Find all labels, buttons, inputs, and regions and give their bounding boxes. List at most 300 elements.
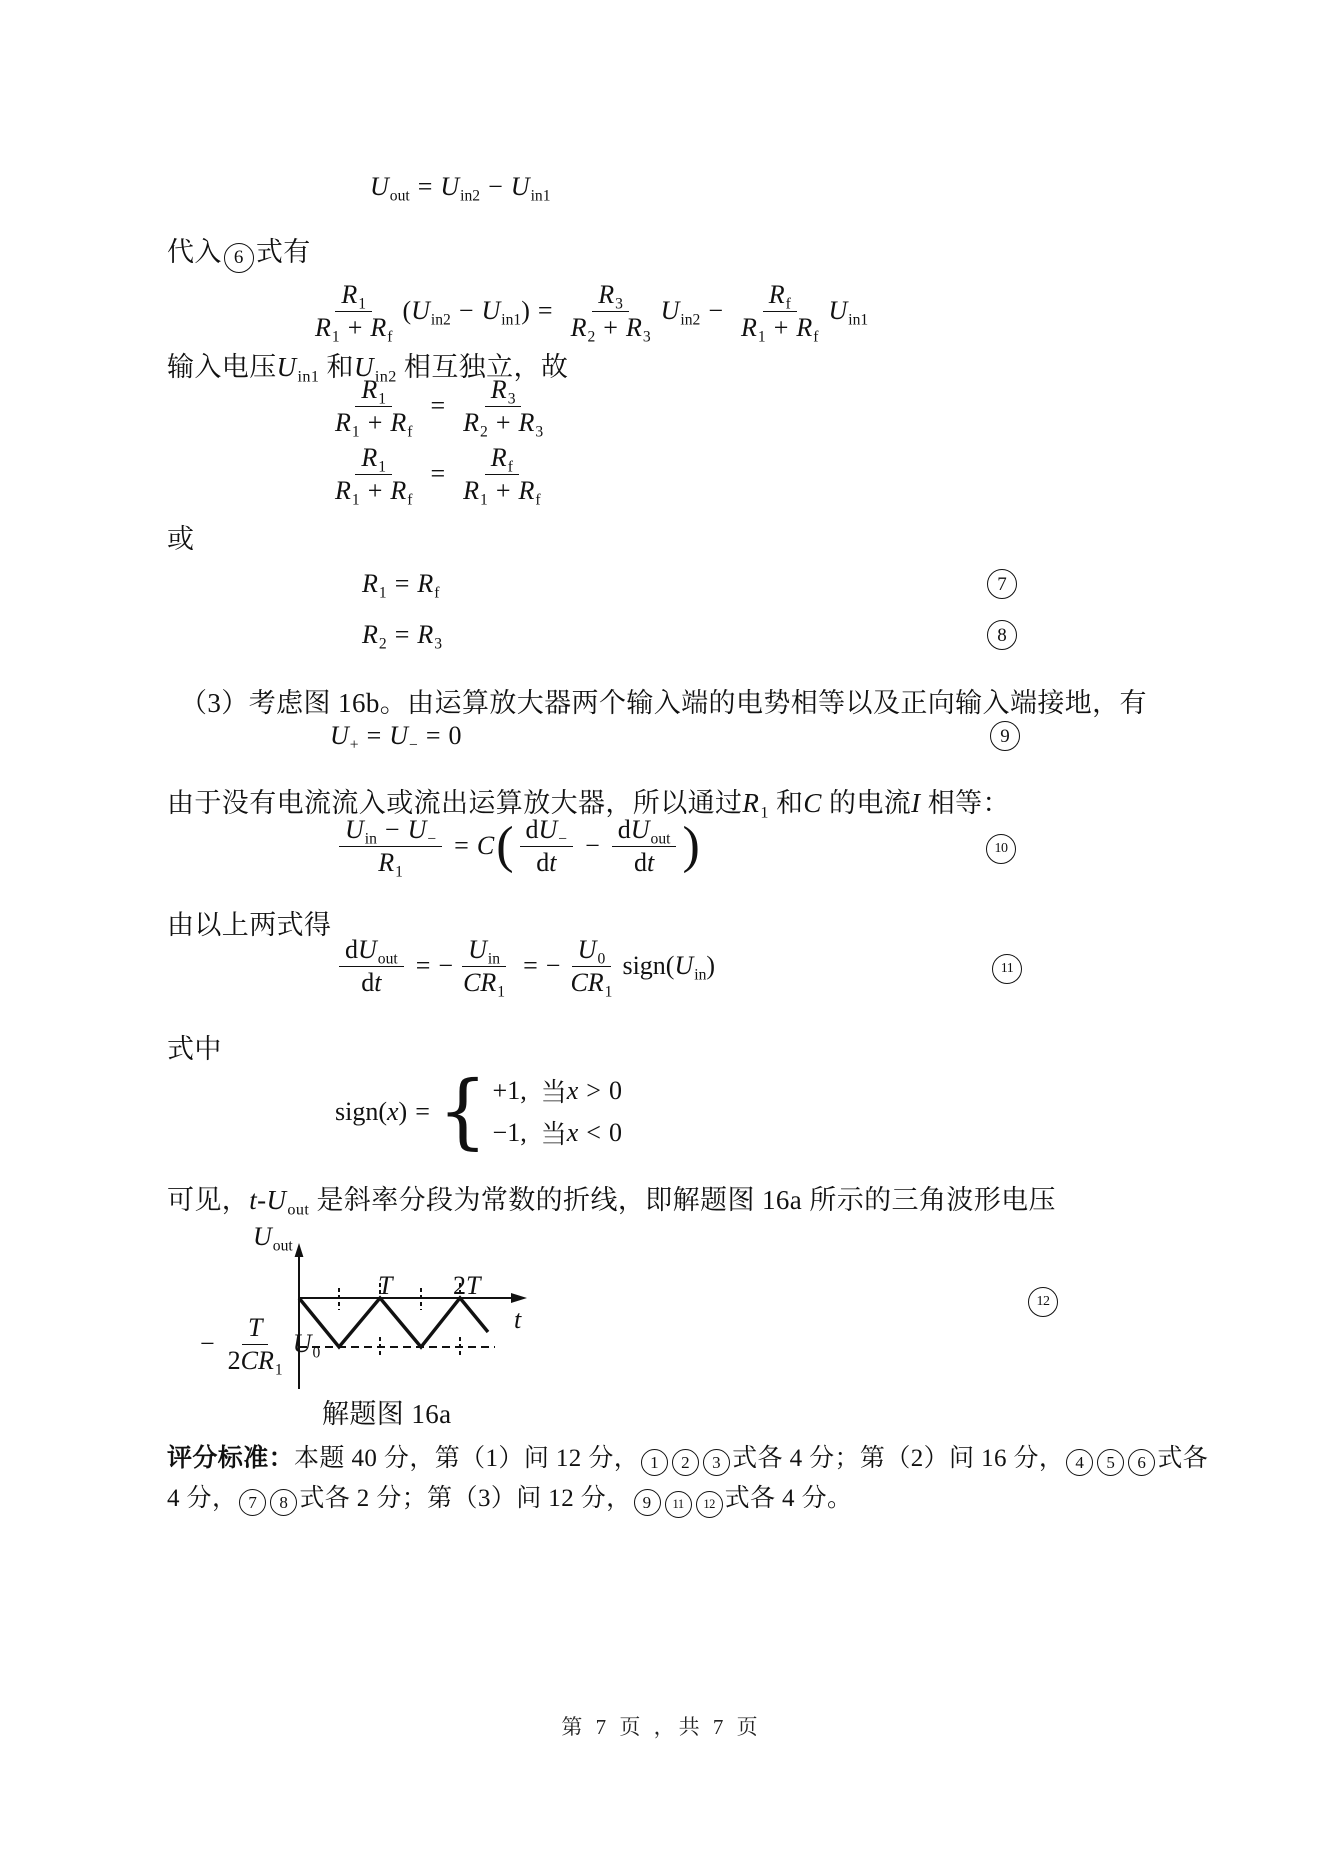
- math-var: [625, 312, 651, 346]
- math-var: [315, 312, 340, 346]
- text: 相等：: [920, 788, 1010, 818]
- text: −: [545, 951, 561, 981]
- math-subscript: out: [377, 950, 398, 968]
- math-subscript: +: [349, 736, 359, 754]
- math-subscript: out: [272, 1237, 293, 1255]
- fraction-denominator: [457, 475, 546, 507]
- math-var: [911, 788, 920, 819]
- circled-number-12: 12: [696, 1491, 723, 1518]
- math-var: [389, 721, 418, 754]
- equation-number-10: [984, 834, 1018, 864]
- math-var-letter: U: [538, 815, 558, 844]
- math-var: [345, 815, 377, 848]
- math-var-letter: U: [370, 172, 389, 201]
- para-where: [167, 1027, 222, 1066]
- fraction-numerator: [485, 374, 522, 407]
- math-operator: =: [415, 951, 431, 981]
- text: −: [438, 951, 454, 981]
- math-var-letter: R: [361, 375, 378, 404]
- fraction-denominator: [372, 847, 409, 879]
- fraction-numerator: [242, 1312, 268, 1345]
- math-var: [390, 407, 413, 441]
- para-triangle-conclusion: [167, 1178, 1056, 1217]
- math-var: [518, 407, 544, 441]
- circled-number-10: 10: [986, 834, 1016, 864]
- math-var: [463, 475, 488, 509]
- text: 0: [608, 1075, 622, 1105]
- cases-row: [493, 1114, 622, 1151]
- circled-number-7: 7: [239, 1489, 266, 1516]
- math-var-letter: x: [387, 1096, 399, 1126]
- equation-number-7: [985, 569, 1019, 599]
- math-operator: +: [347, 312, 363, 342]
- circled-number-11: 11: [992, 954, 1022, 984]
- fraction: [457, 442, 546, 507]
- text: −1,: [492, 1117, 527, 1147]
- fraction-numerator: [763, 279, 797, 312]
- math-subscript: f: [507, 458, 513, 476]
- math-var-letter: U: [510, 172, 530, 201]
- math-var: [370, 172, 410, 205]
- math-var-letter: T: [378, 1271, 393, 1300]
- math-subscript: in: [694, 966, 707, 984]
- math-var-letter: U: [266, 1185, 287, 1215]
- math-subscript: out: [287, 1200, 310, 1219]
- fraction: [565, 279, 657, 344]
- math-var: [361, 443, 387, 476]
- math-var: [292, 1329, 321, 1362]
- math-var: [567, 1076, 579, 1106]
- math-var-letter: R: [378, 847, 395, 877]
- text: d: [361, 967, 375, 997]
- circled-number-9: 9: [990, 721, 1020, 751]
- math-var-letter: U: [253, 1222, 272, 1251]
- math-var: [549, 848, 556, 878]
- math-var: [387, 1097, 399, 1127]
- text: d: [525, 815, 539, 844]
- circled-number-6: 6: [1128, 1449, 1155, 1476]
- math-var-letter: C: [463, 967, 481, 997]
- math-var-letter: U: [481, 296, 501, 326]
- math-var: [510, 172, 551, 205]
- text: 本题 40 分，第（1）问 12 分，: [294, 1445, 640, 1472]
- math-var: [567, 1118, 579, 1148]
- math-var-letter: R: [417, 620, 434, 649]
- text: 式各 4 分。: [724, 1485, 853, 1512]
- math-var-letter: C: [803, 788, 822, 818]
- math-var-letter: R: [598, 280, 615, 309]
- fraction: [612, 814, 677, 879]
- math-var: [241, 1346, 258, 1376]
- fraction: [520, 814, 574, 879]
- math-var: [390, 475, 413, 509]
- math-var-letter: R: [490, 375, 507, 404]
- math-var: [407, 815, 437, 848]
- math-var: [647, 848, 654, 878]
- math-subscript: 3: [615, 295, 623, 313]
- fig-min-level-label: [197, 1312, 320, 1377]
- fraction-denominator: [309, 312, 398, 344]
- circled-number-1: 1: [641, 1449, 668, 1476]
- fraction-numerator: [462, 934, 506, 967]
- math-operator: =: [394, 620, 410, 649]
- math-subscript: 2: [587, 328, 596, 346]
- math-subscript: 3: [507, 390, 516, 408]
- math-var: [477, 831, 494, 861]
- math-subscript: 1: [351, 491, 360, 509]
- math-subscript: out: [389, 187, 410, 205]
- math-var-letter: R: [625, 312, 642, 342]
- math-var: [253, 1222, 293, 1255]
- text: 2: [453, 1271, 466, 1300]
- math-subscript: 1: [378, 584, 387, 602]
- fraction-numerator: [335, 279, 372, 312]
- text: 可见，: [167, 1185, 250, 1215]
- math-var-letter: U: [345, 815, 364, 844]
- fraction-denominator: [222, 1345, 289, 1377]
- math-var-letter: U: [468, 935, 487, 964]
- math-var-letter: R: [258, 1345, 274, 1375]
- math-subscript: 1: [351, 423, 360, 441]
- math-var-letter: t: [647, 847, 655, 877]
- fraction-numerator: [592, 279, 629, 312]
- math-subscript: 2: [480, 423, 488, 441]
- math-subscript: 1: [760, 803, 769, 822]
- math-var-letter: R: [417, 569, 434, 598]
- math-subscript: 1: [604, 983, 613, 1001]
- fraction-numerator: [339, 934, 404, 967]
- text: 代入: [167, 237, 222, 267]
- text: d: [345, 935, 358, 964]
- para-from-above: [167, 903, 331, 942]
- fraction-numerator: [520, 814, 574, 847]
- fraction-denominator: [457, 967, 511, 999]
- triangle-wave: [299, 1298, 488, 1347]
- fraction: [309, 279, 398, 344]
- math-var: [518, 475, 541, 509]
- text: ): [521, 296, 530, 326]
- circled-number-5: 5: [1097, 1449, 1124, 1476]
- math-var: [463, 968, 480, 998]
- fraction-denominator: [329, 475, 418, 507]
- math-var: [570, 312, 596, 346]
- math-var-letter: x: [566, 1117, 579, 1147]
- math-var: [440, 172, 481, 205]
- math-var: [463, 407, 488, 441]
- fig-ylabel-uout: [253, 1222, 293, 1255]
- math-var: [417, 620, 443, 653]
- text: 当: [540, 1078, 567, 1107]
- math-operator: +: [603, 312, 618, 342]
- para-or: [167, 517, 194, 556]
- cases-row: [493, 1072, 622, 1109]
- math-var-letter: U: [828, 296, 848, 326]
- math-var: [335, 475, 360, 509]
- math-var: [361, 375, 387, 408]
- math-var-letter: R: [335, 475, 351, 505]
- text: 由于没有电流流入或流出运算放大器，所以通过: [167, 788, 743, 818]
- math-subscript: 0: [312, 1344, 321, 1362]
- text: 评分标准：: [167, 1445, 295, 1472]
- circled-number-3: 3: [703, 1449, 730, 1476]
- math-operator: =: [415, 1096, 430, 1126]
- circled-number-6: 6: [224, 243, 254, 273]
- math-subscript: out: [650, 830, 671, 848]
- fraction-numerator: [339, 814, 442, 847]
- math-subscript: 1: [274, 1361, 283, 1379]
- math-var-letter: U: [407, 815, 427, 844]
- text: sign(: [622, 951, 675, 981]
- math-operator: +: [367, 475, 383, 505]
- math-operator: =: [366, 721, 382, 750]
- math-var-letter: C: [570, 967, 588, 997]
- math-operator: =: [394, 569, 410, 598]
- circled-number-4: 4: [1066, 1449, 1093, 1476]
- math-var-letter: C: [240, 1345, 259, 1375]
- math-subscript: 3: [642, 328, 651, 346]
- math-var-letter: R: [742, 788, 760, 818]
- math-var-letter: R: [587, 967, 604, 997]
- math-subscript: in1: [848, 311, 869, 329]
- text: 2: [227, 1345, 241, 1375]
- circled-number-8: 8: [987, 620, 1017, 650]
- math-var: [630, 815, 671, 848]
- math-operator: <: [586, 1117, 601, 1147]
- fraction-denominator: [628, 847, 660, 879]
- math-var-letter: R: [768, 280, 785, 309]
- math-var-letter: t: [549, 847, 557, 877]
- math-subscript: −: [558, 830, 568, 848]
- dashed-ticks: [339, 1283, 460, 1356]
- math-subscript: f: [407, 491, 413, 509]
- math-subscript: 1: [378, 458, 387, 476]
- math-var: [358, 935, 398, 968]
- math-var-letter: C: [476, 831, 495, 861]
- math-subscript: 1: [395, 863, 403, 881]
- math-var-letter: R: [480, 967, 497, 997]
- math-subscript: 1: [358, 295, 367, 313]
- math-operator: −: [384, 815, 400, 844]
- math-var: [374, 968, 381, 998]
- fig-xlabel-t: [514, 1305, 521, 1335]
- math-var-letter: R: [741, 312, 757, 342]
- math-var: [330, 721, 359, 754]
- eq-duout-dt: [335, 934, 715, 999]
- math-subscript: 1: [480, 491, 488, 509]
- text: 解题图 16a: [322, 1399, 452, 1429]
- text: sign(: [335, 1096, 387, 1126]
- math-subscript: f: [434, 584, 440, 602]
- math-var-letter: R: [361, 443, 378, 472]
- left-brace-icon: {: [437, 1064, 488, 1159]
- math-var: [570, 968, 587, 998]
- equation-number-8: [985, 620, 1019, 650]
- fraction-denominator: [565, 312, 657, 344]
- math-subscript: f: [785, 295, 791, 313]
- math-var: [468, 935, 501, 968]
- math-operator: +: [773, 312, 789, 342]
- text: 0: [608, 1117, 622, 1147]
- math-var-letter: R: [390, 475, 407, 505]
- math-subscript: 3: [434, 635, 443, 653]
- math-var: [742, 788, 769, 822]
- math-var: [490, 375, 516, 408]
- text: 是斜率分段为常数的折线，即解题图 16a 所示的三角波形电压: [309, 1185, 1056, 1215]
- math-var-letter: R: [518, 407, 535, 437]
- math-var: [378, 1271, 392, 1301]
- fraction: [222, 1312, 289, 1377]
- math-var: [341, 280, 367, 313]
- equation-number-12: [1026, 1287, 1060, 1317]
- circled-number-8: 8: [270, 1489, 297, 1516]
- math-var: [538, 815, 568, 848]
- text: +1,: [492, 1075, 527, 1105]
- text: 0: [448, 721, 462, 750]
- math-var: [514, 1305, 521, 1335]
- text: 或: [167, 524, 195, 554]
- text: 由以上两式得: [167, 910, 332, 940]
- equation-number-9: [988, 721, 1022, 751]
- math-subscript: 1: [497, 983, 506, 1001]
- math-var: [362, 569, 387, 602]
- math-operator: −: [200, 1329, 215, 1359]
- fraction-denominator: [355, 967, 387, 999]
- fraction: [339, 814, 442, 879]
- scoring-standard-line1: [167, 1438, 1208, 1474]
- circled-number-11: 11: [665, 1491, 692, 1518]
- math-var-letter: R: [315, 312, 331, 342]
- math-var: [378, 847, 403, 881]
- math-subscript: in2: [374, 367, 397, 386]
- math-var: [674, 951, 707, 984]
- text: 的电流: [821, 788, 912, 818]
- eq-r2-equals-r3: [362, 620, 443, 653]
- fraction: [329, 442, 418, 507]
- paren: ): [682, 817, 700, 875]
- fraction-denominator: [457, 407, 549, 439]
- text: -: [257, 1185, 267, 1215]
- fig-label-T: [378, 1271, 392, 1301]
- fraction-numerator: [485, 442, 519, 475]
- eq-sign-definition: [335, 1064, 622, 1159]
- eq-r1-equals-rf: [362, 569, 440, 602]
- math-subscript: in2: [460, 187, 481, 205]
- text: d: [634, 847, 647, 877]
- math-operator: =: [430, 391, 446, 421]
- math-subscript: f: [387, 328, 393, 346]
- text: d: [617, 815, 631, 844]
- text: 式各 2 分；第（3）问 12 分，: [299, 1485, 632, 1512]
- math-var-letter: U: [577, 935, 597, 964]
- math-var: [768, 280, 791, 313]
- math-var-letter: t: [374, 967, 382, 997]
- math-var: [362, 620, 387, 653]
- math-var: [480, 967, 506, 1001]
- math-subscript: f: [535, 491, 541, 509]
- math-var: [276, 352, 320, 386]
- fraction: [329, 374, 418, 439]
- eq-current-balance: [335, 814, 702, 879]
- math-var-letter: T: [247, 1313, 263, 1342]
- cases-rows: [493, 1072, 622, 1151]
- math-subscript: f: [813, 328, 819, 346]
- math-var: [411, 296, 451, 329]
- math-var-letter: R: [463, 407, 480, 437]
- math-var: [417, 569, 440, 602]
- cases-group: [437, 1064, 622, 1159]
- math-var: [481, 296, 522, 329]
- math-subscript: in2: [430, 311, 451, 329]
- math-var: [741, 312, 766, 346]
- math-var-letter: U: [330, 721, 349, 750]
- fraction-denominator: [564, 967, 618, 999]
- math-var-letter: U: [440, 172, 460, 201]
- fraction: [564, 934, 618, 999]
- math-subscript: in1: [501, 311, 522, 329]
- math-var-letter: R: [341, 280, 358, 309]
- math-operator: −: [458, 296, 474, 326]
- fraction-denominator: [530, 847, 562, 879]
- math-operator: >: [586, 1075, 601, 1105]
- math-operator: =: [523, 951, 538, 981]
- text: ): [398, 1096, 408, 1126]
- math-var-letter: U: [292, 1329, 312, 1359]
- math-var: [660, 296, 701, 329]
- math-var-letter: R: [370, 312, 387, 342]
- math-var-letter: R: [796, 312, 813, 342]
- math-var-letter: U: [630, 815, 650, 844]
- y-axis-arrow: [295, 1243, 304, 1257]
- math-subscript: in1: [297, 367, 320, 386]
- page-footer: 第 7 页 ，共 7 页: [561, 1715, 762, 1739]
- paren: (: [496, 817, 514, 875]
- math-var-letter: U: [353, 352, 374, 382]
- text: （3）考虑图 16b。由运算放大器两个输入端的电势相等以及正向输入端接地，有: [180, 688, 1147, 718]
- math-var: [796, 312, 819, 346]
- eq-substituted-into-6: [305, 279, 868, 344]
- circled-number-12: 12: [1028, 1287, 1058, 1317]
- para-part3-intro: [180, 681, 1147, 720]
- circled-number-9: 9: [634, 1489, 661, 1516]
- text: 当: [540, 1120, 567, 1149]
- math-var-letter: I: [911, 788, 921, 818]
- x-axis-arrow: [511, 1293, 527, 1303]
- math-subscript: −: [409, 736, 418, 754]
- circled-number-7: 7: [987, 569, 1017, 599]
- circled-number-2: 2: [672, 1449, 699, 1476]
- math-operator: +: [495, 475, 511, 505]
- text: 输入电压: [167, 352, 277, 382]
- math-operator: =: [537, 296, 553, 326]
- math-var-letter: R: [390, 407, 407, 437]
- math-operator: =: [430, 459, 446, 489]
- math-var: [248, 1313, 262, 1343]
- math-operator: −: [585, 831, 600, 861]
- math-subscript: 3: [535, 423, 544, 441]
- equation-number-11: [990, 954, 1024, 984]
- fig-caption: [322, 1392, 452, 1431]
- math-var-letter: t: [514, 1305, 522, 1334]
- math-var: [335, 407, 360, 441]
- fraction-numerator: [572, 934, 612, 967]
- math-subscript: 1: [757, 328, 766, 346]
- text: 式各: [1157, 1445, 1209, 1472]
- text: 式中: [167, 1034, 222, 1064]
- fraction: [735, 279, 824, 344]
- math-operator: −: [708, 296, 724, 326]
- math-var: [828, 296, 869, 329]
- math-var: [249, 1185, 257, 1216]
